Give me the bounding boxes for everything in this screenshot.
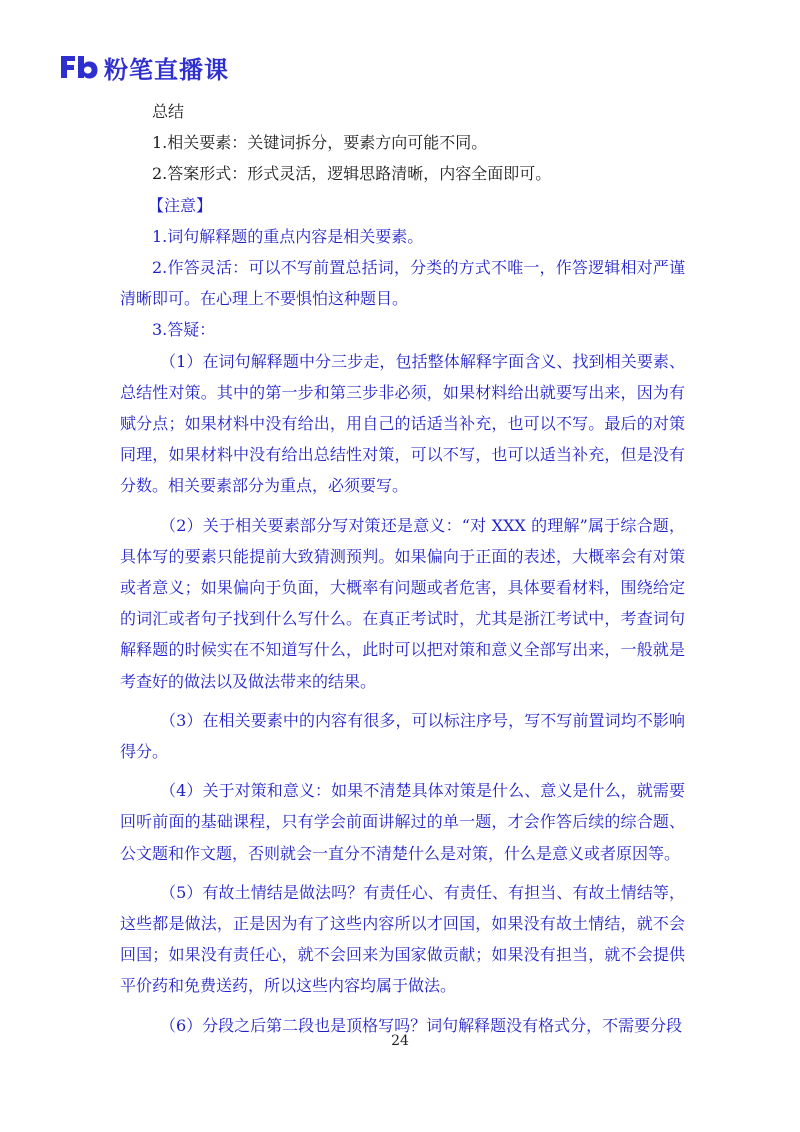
page-header [58, 50, 229, 84]
qa-paragraph: （2）关于相关要素部分写对策还是意义：“对 XXX 的理解”属于综合题，具体写的要素只能提前大致猜测预判。如果偏向于正面的表述，大概率会有对策或者意义；如果偏向于负面，大概率有问题或者危害，具体要看材料，围绕给定的词汇或者句子找到什么写什么。在真正考试时，尤其是浙江考试中，考查词句解释题的时候实在不知道写什么，此时可以把对策和意义全部写出来，一般就是考查好的做法以及做法带来的结果。 [120, 515, 685, 691]
qa-paragraph: （1）在词句解释题中分三步走，包括整体解释字面含义、找到相关要素、总结性对策。其中的第一步和第三步非必须，如果材料给出就要写出来，因为有赋分点；如果材料中没有给出，用自己的话适当补充，也可以不写。最后的对策同理，如果材料中没有给出总结性对策，可以不写，也可以适当补充，但是没有分数。相关要素部分为重点，必须要写。 [120, 351, 685, 496]
qa-paragraph: （5）有故土情结是做法吗？有责任心、有责任、有担当、有故土情结等，这些都是做法，正是因为有了这些内容所以才回国，如果没有故土情结，就不会回国；如果没有责任心，就不会回来为国家做贡献；如果没有担当，就不会提供平价药和免费送药，所以这些内容均属于做法。 [120, 882, 685, 996]
qa-paragraph: （4）关于对策和意义：如果不清楚具体对策是什么、意义是什么，就需要回听前面的基础课程，只有学会前面讲解过的单一题，才会作答后续的综合题、公文题和作文题，否则就会一直分不清楚什么是对策，什么是意义或者原因等。 [120, 781, 685, 863]
summary-item: 1.相关要素：关键词拆分，要素方向可能不同。 [152, 133, 488, 153]
note-title: 【注意】 [148, 195, 213, 215]
note-item: 2.作答灵活：可以不写前置总括词，分类的方式不唯一，作答逻辑相对严谨清晰即可。在心理上不要惧怕这种题目。 [120, 258, 685, 309]
note-item: 3.答疑： [152, 320, 216, 340]
document-body [120, 96, 685, 1049]
qa-paragraph: （6）分段之后第二段也是顶格写吗？词句解释题没有格式分，不需要分段 [160, 1015, 683, 1035]
summary-title: 总结 [152, 102, 185, 121]
page-number: 24 [391, 1033, 409, 1049]
fb-logo-icon [58, 52, 100, 82]
qa-paragraph: （3）在相关要素中的内容有很多，可以标注序号，写不写前置词均不影响得分。 [120, 710, 685, 762]
summary-item: 2.答案形式：形式灵活，逻辑思路清晰，内容全面即可。 [152, 164, 552, 184]
note-item: 1.词句解释题的重点内容是相关要素。 [152, 226, 424, 246]
brand-name: 粉笔直播课 [104, 55, 229, 84]
